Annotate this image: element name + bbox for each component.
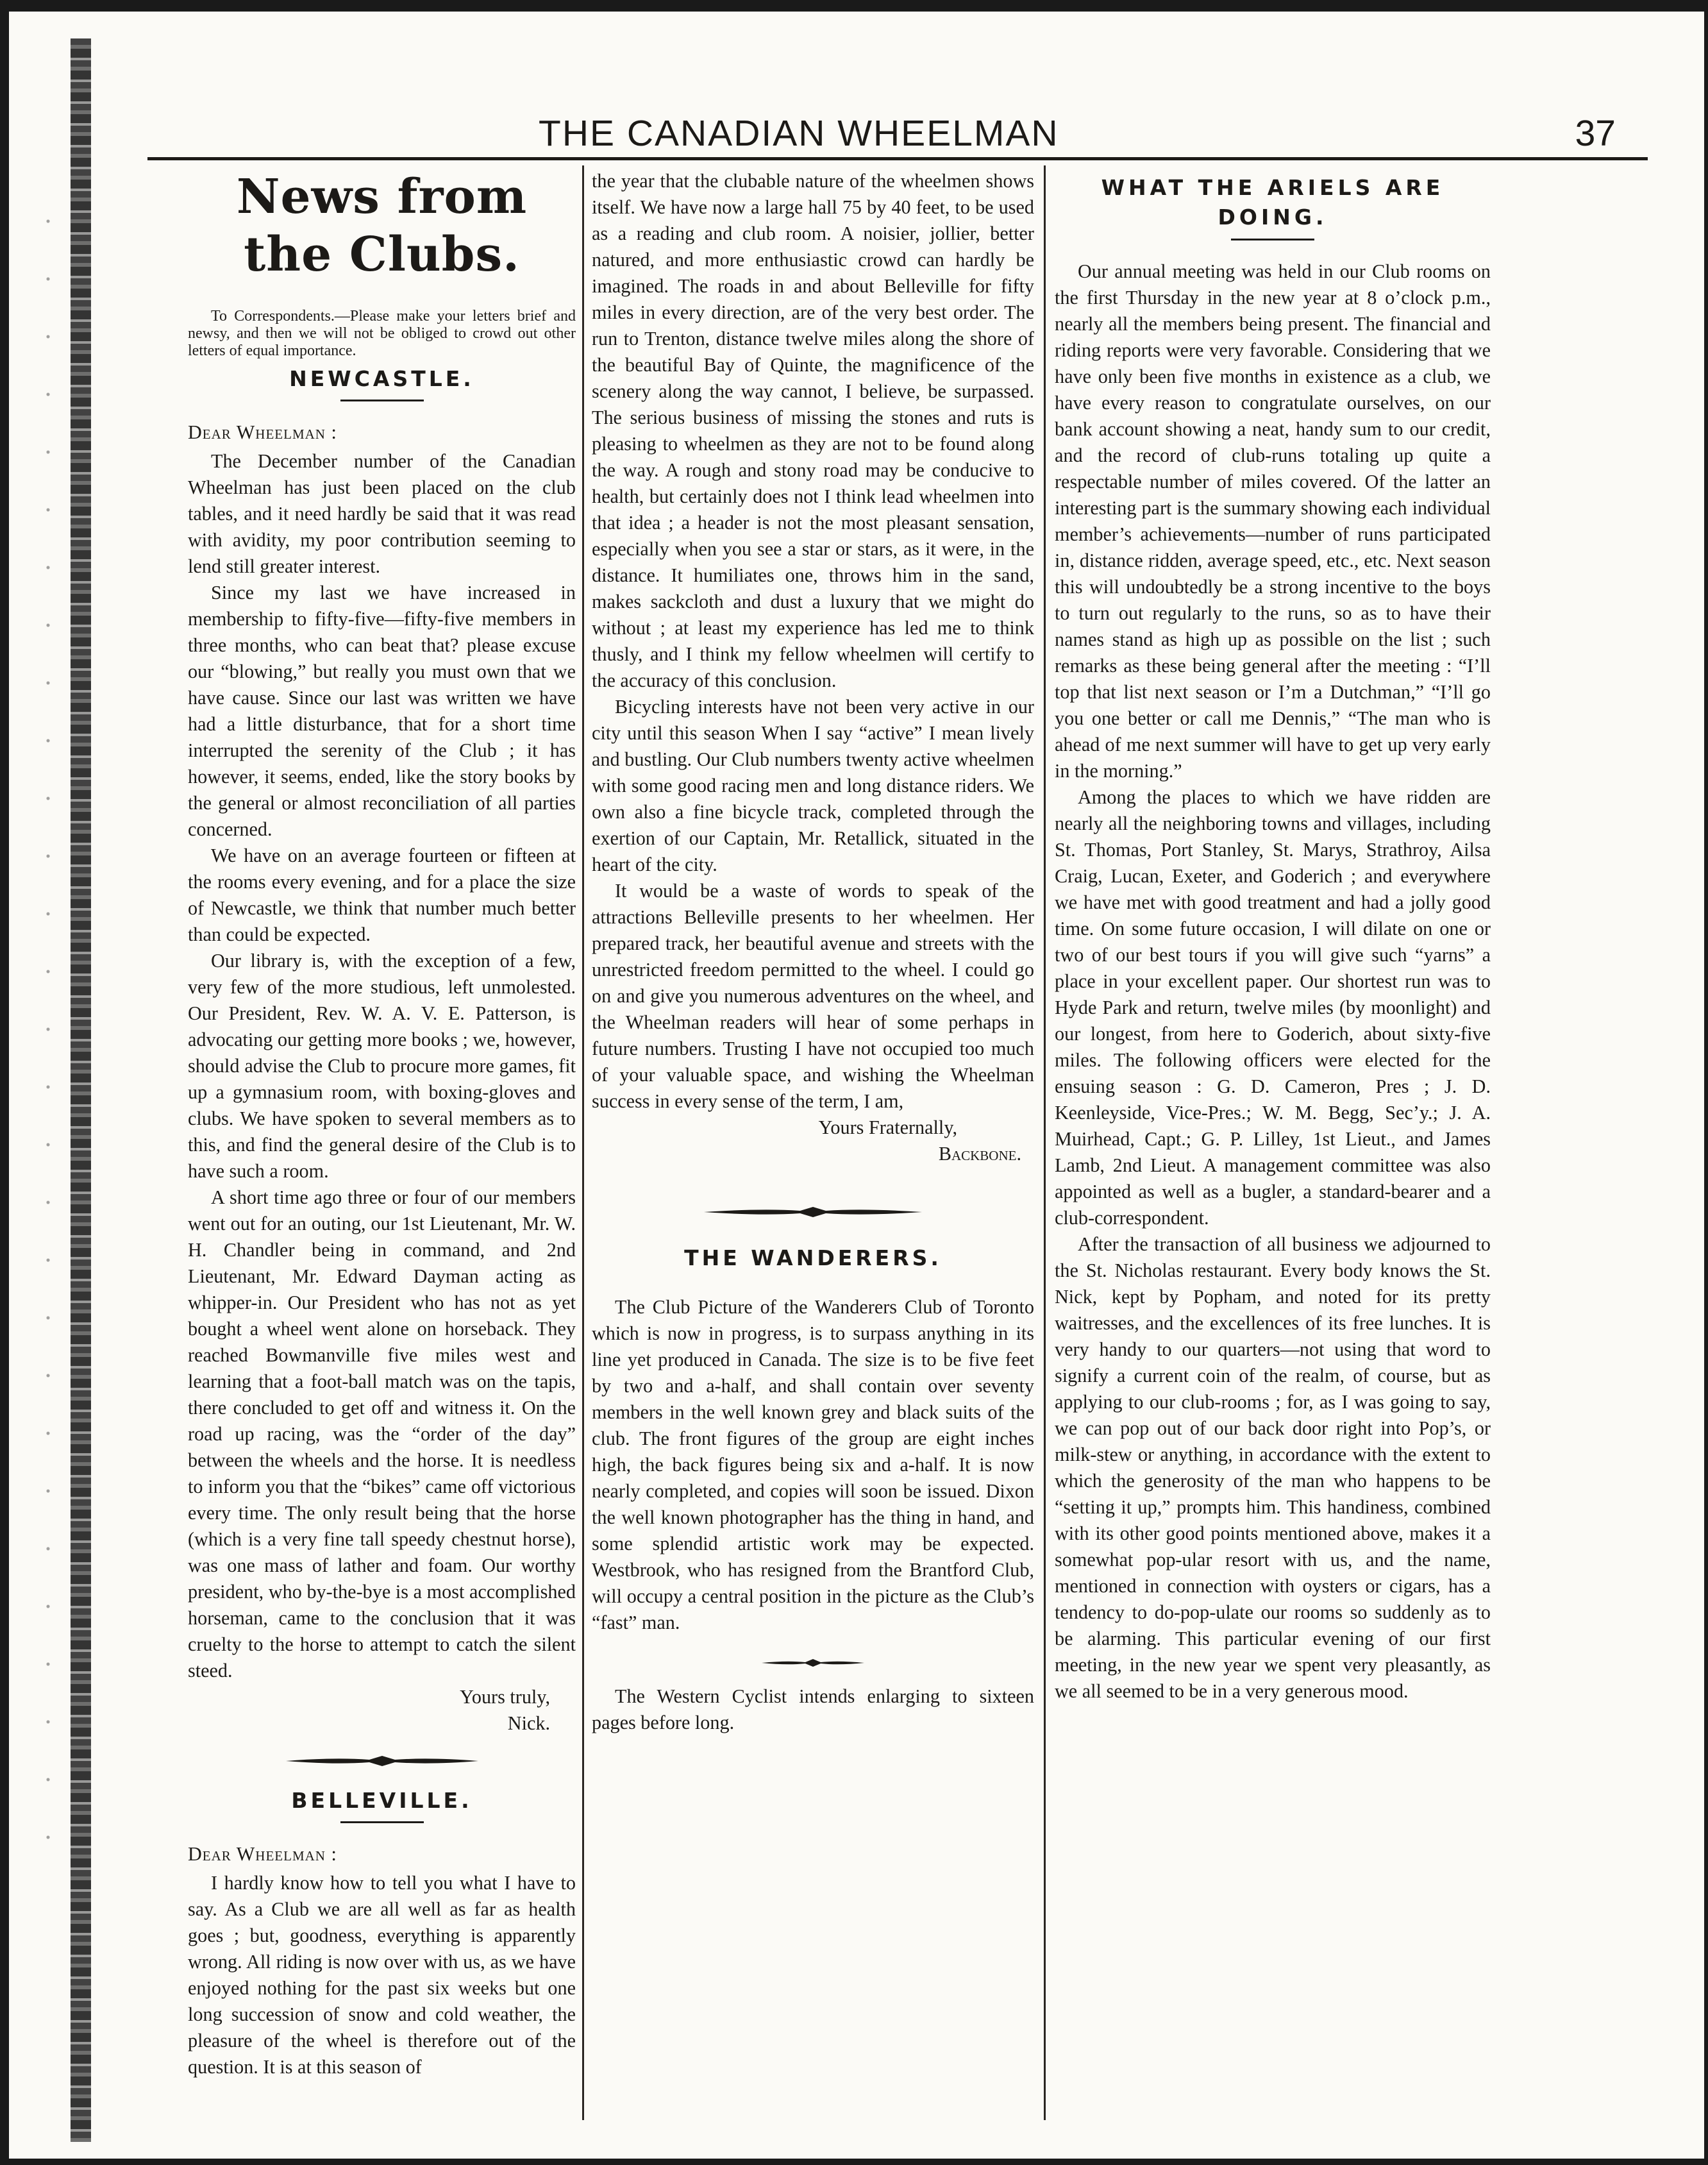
signature: Backbone. (938, 1143, 1021, 1165)
page-header (128, 112, 1693, 157)
ornament-divider (762, 1658, 864, 1668)
heading-rule (340, 400, 424, 401)
paragraph: The Club Picture of the Wanderers Club of Toronto which is now in progress, is to surpass anything in its line yet produced in Canada. The size is to be five feet by two and a-half, and shall contain over seventy members in the well known grey and black suits of the club. The front figures of the group are eight inches high, the back figures being six and a-half. It is now nearly completed, and copies will soon be issued. Dixon the well known photographer has the thing in hand, and some splendid artistic work may be expected. Westbrook, who has resigned from the Brantford Club, will occupy a central position in the picture as the Club’s “fast” man. (592, 1296, 1034, 1633)
paragraph: Among the places to which we have ridden are nearly all the neighboring towns and villages, including St. Thomas, Port Stanley, St. Marys, Strathroy, Ailsa Craig, Lucan, Exeter, and Goderich ; and everywhere we have met with good treatment and had a jolly good time. On some future occasion, I will dilate on one or two of our best tours if you will give such “yarns” a place in your excellent paper. Our shortest run was to Hyde Park and return, twelve miles (by moonlight) and our longest, from here to Goderich, about sixty-five miles. The following officers were elected for the ensuing season : G. D. Cameron, Pres ; J. D. Keenleyside, Vice-Pres.; W. M. Begg, Sec’y.; J. A. Muirhead, Capt.; G. P. Lilley, 1st Lieut., and James Lamb, 2nd Lieut. A management committee was also appointed as well as a bugler, a standard-bearer and a club-correspondent. (1055, 786, 1491, 1229)
paragraph: Bicycling interests have not been very active in our city until this season When I say “active” I mean lively and bustling. Our Club numbers twenty active wheelmen with some good racing men and long distance riders. We own also a fine bicycle track, completed through the exertion of our Captain, Mr. Retallick, situated in the heart of the city. (592, 696, 1034, 875)
wanderers-heading: THE WANDERERS. (684, 1245, 942, 1270)
signoff: Yours Fraternally, (818, 1116, 957, 1138)
column-divider-1 (582, 165, 584, 2120)
ornament-divider (286, 1755, 478, 1767)
binding-edge (71, 38, 91, 2142)
heading-rule (340, 1821, 424, 1823)
closing-note: The Western Cyclist intends enlarging to sixteen pages before long. (592, 1685, 1034, 1733)
scan-border-left (0, 0, 9, 2165)
newcastle-heading: NEWCASTLE. (289, 366, 474, 391)
ariels-heading: WHAT THE ARIELS ARE DOING. (1101, 175, 1444, 230)
heading-rule (1231, 239, 1314, 240)
paragraph: The December number of the Canadian Wheelman has just been placed on the club tables, and it need hardly be said that it was read with avidity, my poor contribution seeming to lend still greater interest. (188, 450, 576, 577)
scan-border-right (1704, 0, 1708, 2165)
signoff: Yours truly, (460, 1686, 550, 1708)
masthead: THE CANADIAN WHEELMAN (539, 113, 1059, 154)
salutation: Dear Wheelman : (188, 421, 337, 443)
correspondents-note: To Correspondents.—Please make your letters brief and newsy, and then we will not be obliged to crowd out other letters of equal importance. (188, 308, 576, 359)
column-1 (188, 168, 576, 2080)
scan-border-top (0, 0, 1708, 12)
paragraph: the year that the clubable nature of the wheelmen shows itself. We have now a large hall 75 by 40 feet, to be used as a reading and club room. A noisier, jollier, better natured, and more enthusiastic crowd can hardly be imagined. The roads in and about Belleville for fifty miles in every direction, are of the very best order. The run to Trenton, distance twelve miles along the shore of the beautiful Bay of Quinte, the magnificence of the scenery along the way cannot, I believe, be surpassed. The serious business of missing the stones and ruts is pleasing to wheelmen as they are not to be found along the way. A rough and stony road may be conducive to health, but certainly does not I think lead wheelmen into that idea ; a header is not the most pleasant sensation, especially when you see a star or stars, as it were, in the distance. It humiliates one, throws him in the sand, makes sackcloth and dust a luxury that we might do without ; at least my experience has led me to think thusly, and I think my fellow wheelmen will certify to the accuracy of this conclusion. (592, 170, 1034, 691)
paragraph: I hardly know how to tell you what I have to say. As a Club we are all well as far as health goes ; but, goodness, everything is apparently wrong. All riding is now over with us, as we have enjoyed nothing for the past six weeks but one long succession of snow and cold weather, the pleasure of the wheel is therefore out of the question. It is at this season of (188, 1872, 576, 2078)
column-divider-2 (1044, 165, 1046, 2120)
paragraph: Our library is, with the exception of a few, very few of the more studious, left unmolested. Our President, Rev. W. A. V. E. Patterson, is advocating our getting more books ; we, however, should advise the Club to procure more games, fit up a gymnasium room, with boxing-gloves and clubs. We have spoken to several members as to this, and find the general desire of the Club is to have such a room. (188, 950, 576, 1182)
paragraph: After the transaction of all business we adjourned to the St. Nicholas restaurant. Every body knows the St. Nick, kept by Popham, and noted for its pretty waitresses, and the excellences of its free lunches. It is very handy to our quarters—not using that word to signify a current coin of the realm, of course, but as applying to our club-rooms ; for, as I was going to say, we can pop out of our back door right into Pop’s, or milk-stew or anything, in accordance with the extent to which the generosity of the man who happens to be “setting it up,” prompts him. This handiness, combined with its other good points mentioned above, makes it a somewhat pop-ular resort with us, and the name, mentioned in connection with oysters or cigars, has a tendency to do-pop-ulate our rooms so suddenly as to be alarming. This particular evening of our first meeting, in the new year we spent very pleasantly, as we all seemed to be in a very generous mood. (1055, 1233, 1491, 1702)
binding-marks (38, 192, 58, 1860)
ornament-divider (704, 1206, 922, 1218)
paragraph: Our annual meeting was held in our Club rooms on the first Thursday in the new year at 8 o’clock p.m., nearly all the members being present. The financial and riding reports were very favorable. Considering that we have only been five months in existence as a club, we have every reason to congratulate ourselves, on our bank account showing a neat, handy sum to our credit, and the record of club-runs totaling up quite a respectable number of miles covered. Of the latter an interesting part is the summary showing each individual member’s achievements—number of runs participated in, distance ridden, average speed, etc., etc. Next season this will undoubtedly be a strong incentive to the boys to turn out regularly to the runs, so as to have their names stand as high up as possible on the list ; such remarks as these being general after the meeting : “I’ll top that list next season or I’m a Dutchman,” “I’ll go you one better or call me Dennis,” “The man who is ahead of me next summer will have to get up very early in the morning.” (1055, 260, 1491, 782)
signature: Nick. (507, 1712, 550, 1734)
paragraph: A short time ago three or four of our members went out for an outing, our 1st Lieutenant, Mr. W. H. Chandler being in command, and 2nd Lieutenant, Mr. Edward Dayman acting as whipper-in. Our President who has not as yet bought a wheel went alone on horseback. They reached Bowmanville five miles west and learning that a foot-ball match was on the tapis, there concluded to get off and witness it. On the road up racing, was the “order of the day” between the wheels and the horse. It is needless to inform you that the “bikes” came off victorious every time. The only result being that the horse (which is a very fine tall speedy chestnut horse), was one mass of lather and foam. Our worthy president, who by-the-bye is a most accomplished horseman, came to the conclusion that it was cruelty to the horse to attempt to catch the silent steed. (188, 1186, 576, 1681)
paragraph: We have on an average fourteen or fifteen at the rooms every evening, and for a place the size of Newcastle, we think that number much better than could be expected. (188, 845, 576, 945)
column-3 (1055, 168, 1491, 1705)
page-number: 37 (1575, 113, 1616, 154)
scan-border-bottom (0, 2159, 1708, 2165)
salutation: Dear Wheelman : (188, 1843, 337, 1865)
header-rule (147, 157, 1648, 160)
belleville-heading: BELLEVILLE. (291, 1788, 473, 1813)
paragraph: Since my last we have increased in membership to fifty-five—fifty-five members in three months, who can beat that? please excuse our “blowing,” but really you must own that we have cause. Since our last was written we have had a little disturbance, that for a short time interrupted the serenity of the Club ; it has however, it seems, ended, like the story books by the general or almost reconciliation of all parties concerned. (188, 582, 576, 840)
paragraph: It would be a waste of words to speak of the attractions Belleville presents to her wheelmen. Her prepared track, her beautiful avenue and streets with the unrestricted freedom permitted to the wheel. I could go on and give you numerous adventures on the wheel, and the Wheelman readers will hear of some perhaps in future numbers. Trusting I have not occupied too much of your valuable space, and wishing the Wheelman success in every sense of the term, I am, (592, 880, 1034, 1112)
column-2 (592, 168, 1034, 1736)
section-title: News from the Clubs. (236, 169, 528, 282)
